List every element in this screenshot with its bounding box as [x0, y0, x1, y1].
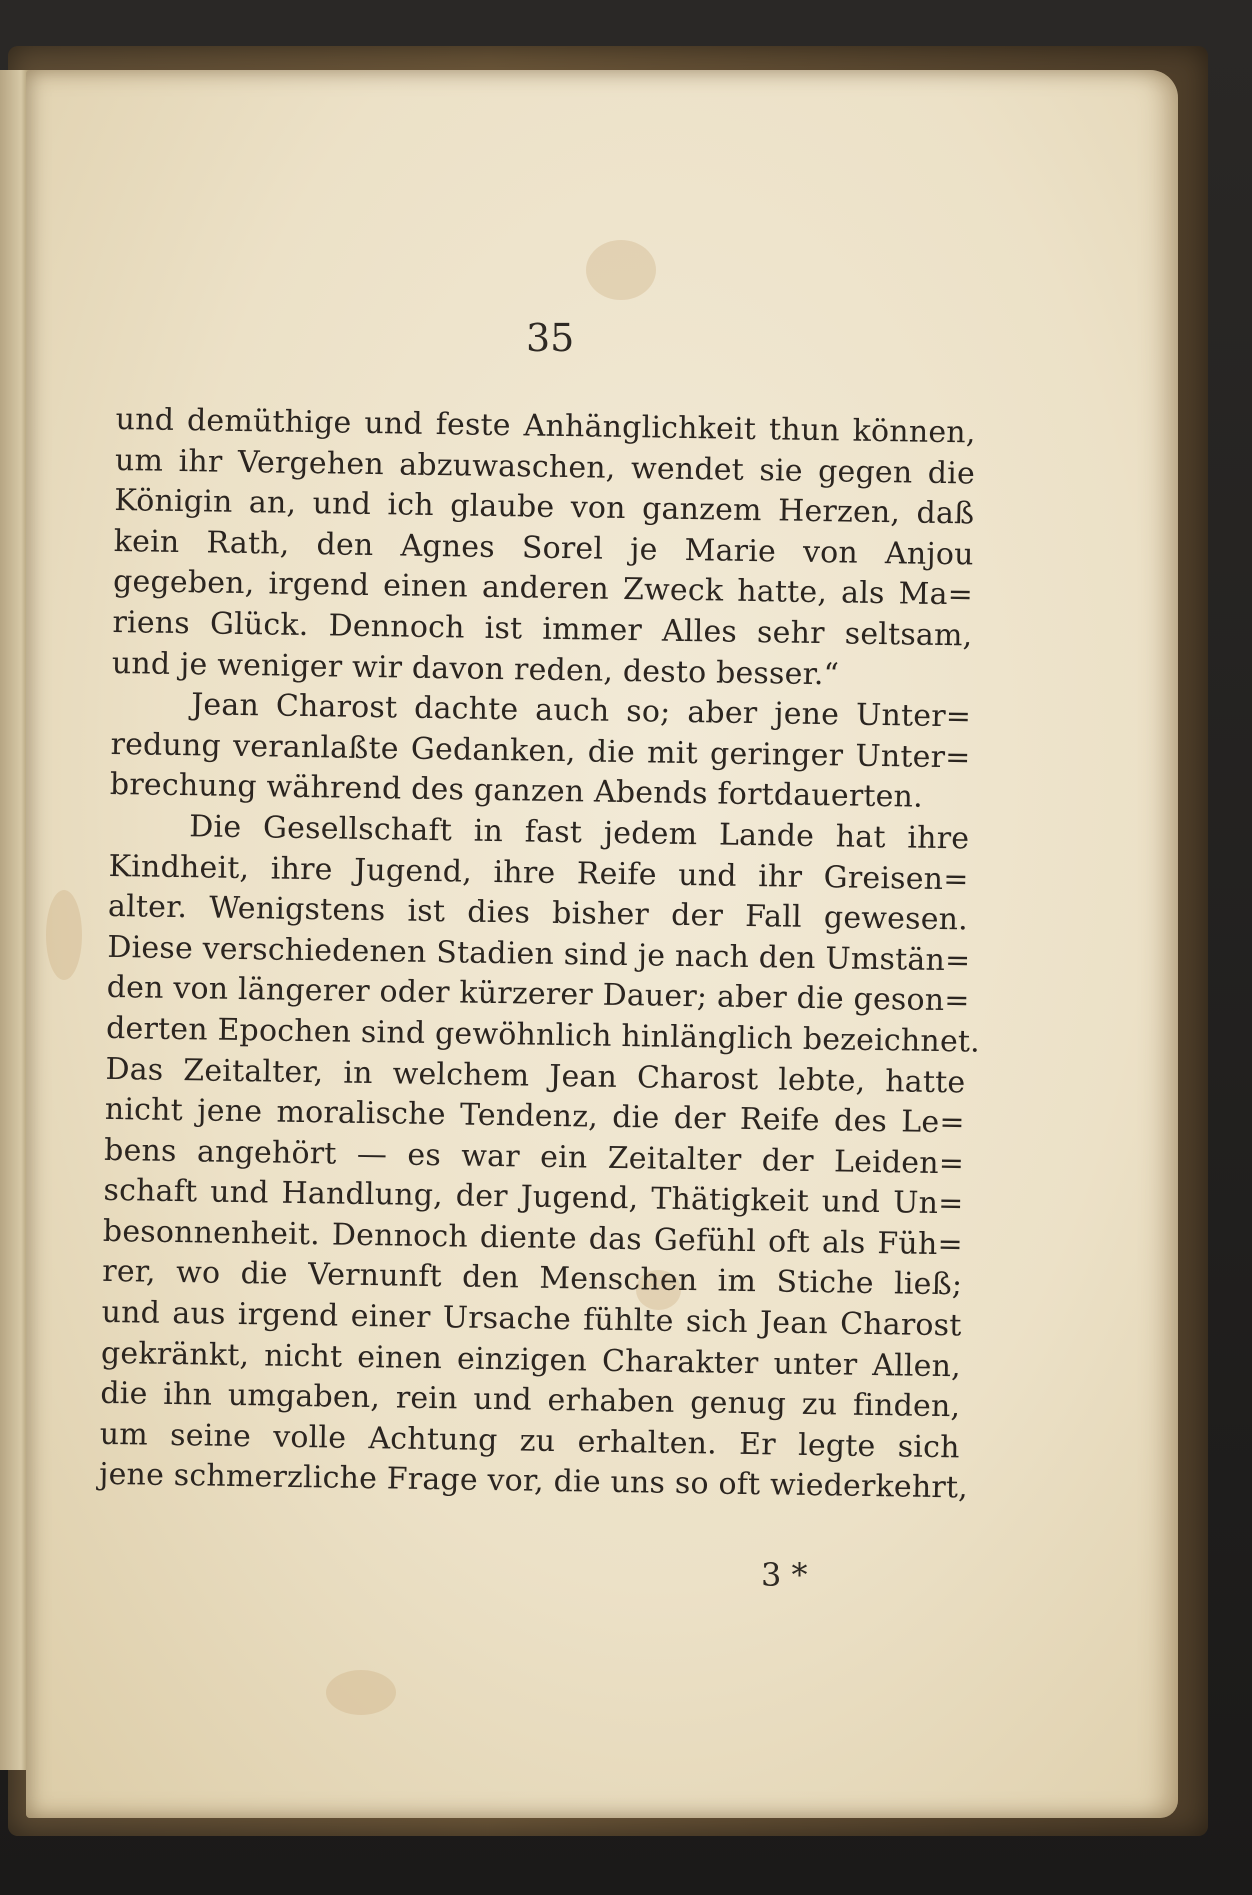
text-line: rer, wo die Vernunft den Menschen im Stiche ließ; — [102, 1254, 963, 1303]
text-line: schaft und Handlung, der Jugend, Thätigkeit und Un= — [103, 1173, 964, 1222]
foxing-spot — [586, 240, 656, 300]
text-line: alter. Wenigstens ist dies bisher der Fall gewesen. — [107, 889, 969, 938]
text-line: redung veranlaßte Gedanken, die mit geringer Unter= — [110, 726, 971, 776]
text-line: riens Glück. Dennoch ist immer Alles sehr seltsam, — [112, 604, 973, 654]
foxing-spot — [326, 1670, 396, 1715]
page-number: 35 — [526, 316, 575, 360]
text-line: und aus irgend einer Ursache fühlte sich Jean Charost — [101, 1294, 962, 1344]
text-line: Diese verschiedenen Stadien sind je nach den Umstän= — [107, 929, 971, 979]
text-line: die ihn umgaben, rein und erhaben genug zu finden, — [100, 1376, 961, 1425]
body-text — [98, 400, 981, 1509]
text-line: gekränkt, nicht einen einzigen Charakter unter Allen, — [100, 1335, 962, 1385]
text-line: um ihr Vergehen abzuwaschen, wendet sie gegen die — [114, 442, 976, 492]
text-line: Kindheit, ihre Jugend, ihre Reife und ihr Greisen= — [108, 848, 969, 897]
text-line: und je weniger wir davon reden, desto besser.“ — [111, 645, 840, 692]
text-line: Die Gesellschaft in fast jedem Lande hat ihre — [189, 809, 970, 857]
foxing-spot — [46, 890, 82, 980]
text-line: derten Epochen sind gewöhnlich hinlänglich bezeichnet. — [105, 1010, 981, 1060]
text-line: kein Rath, den Agnes Sorel je Marie von Anjou — [113, 523, 974, 573]
text-line: gegeben, irgend einen anderen Zweck hatte, als Ma= — [112, 564, 974, 613]
page-paper — [26, 70, 1178, 1818]
signature-mark: 3 * — [761, 1556, 808, 1594]
text-line: jene schmerzliche Frage vor, die uns so oft wiederkehrt, — [98, 1457, 969, 1506]
text-line: bens angehört — es war ein Zeitalter der Leiden= — [103, 1132, 965, 1182]
text-line: und demüthige und feste Anhänglichkeit thun können, — [115, 401, 976, 451]
text-line: Das Zeitalter, in welchem Jean Charost lebte, hatte — [105, 1051, 966, 1100]
text-line: Königin an, und ich glaube von ganzem Herzen, daß — [114, 483, 975, 532]
text-line: besonnenheit. Dennoch diente das Gefühl oft als Füh= — [102, 1213, 964, 1263]
text-line: um seine volle Achtung zu erhalten. Er legte sich — [99, 1416, 960, 1466]
text-line: Jean Charost dachte auch so; aber jene Unter= — [190, 687, 972, 735]
text-line: den von längerer oder kürzerer Dauer; aber die geson= — [106, 970, 970, 1019]
text-line: nicht jene moralische Tendenz, die der Reife des Le= — [104, 1092, 966, 1141]
text-line: brechung während des ganzen Abends fortdauerten. — [109, 767, 924, 816]
